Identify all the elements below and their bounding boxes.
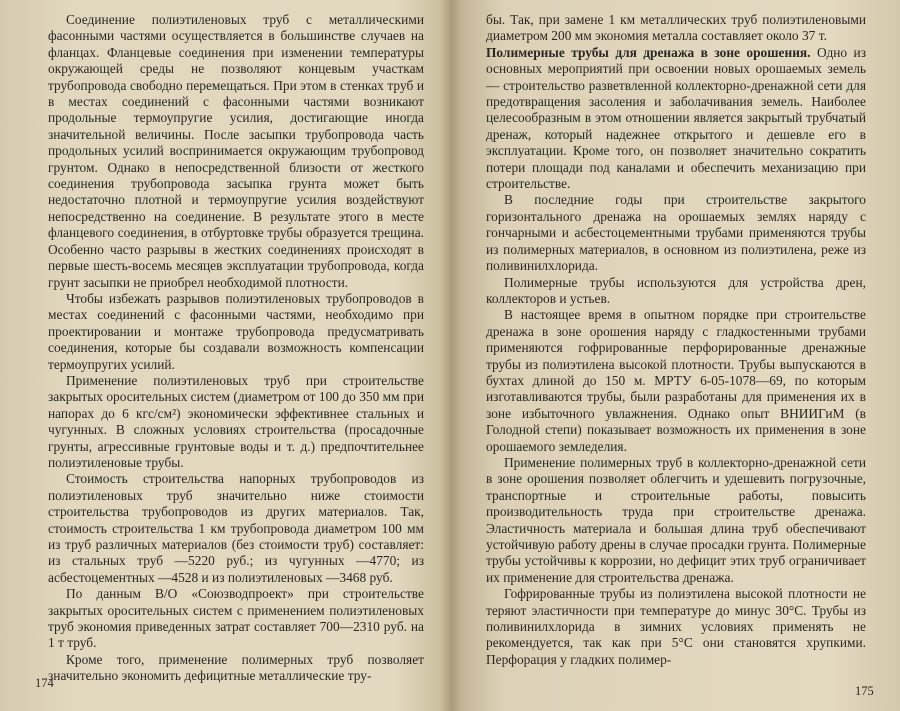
left-paragraph-4: Стоимость строительства напорных трубопроводов из полиэтиленовых труб значительно ниже стоимости строительства трубопроводов из других материалов. Так, стоимость строительства 1 км трубопровода диаметром 100 мм из труб различных материалов (без стоимости труб) составляет: из стальных труб —5220 руб.; из чугунных —4770; из асбестоцементных —4528 и из полиэтиленовых —3468 руб. xyxy=(48,471,424,585)
right-paragraph-2: Полимерные трубы используются для устройства дрен, коллекторов и устьев. xyxy=(486,274,866,306)
left-paragraph-5: По данным В/О «Союзводпроект» при строительстве закрытых оросительных систем с применением полиэтиленовых труб экономия приведенных затрат составляет 700—2310 руб. на 1 т труб. xyxy=(48,586,424,651)
book-gutter xyxy=(440,0,462,711)
left-page xyxy=(48,12,424,685)
left-paragraph-1: Соединение полиэтиленовых труб с металлическими фасонными частями осуществляется в большинстве случаев на фланцах. Фланцевые соединения при изменении температуры окружающей среды не позволяют концевым участкам трубопровода свободно перемещаться. При этом в стенках труб и в местах соединений с фасонными частями возникают продольные термоупругие усилия, достигающие иногда значительной величины. После засыпки трубопровода часть продольных усилий воспринимается окружающим трубопровод грунтом. Однако в непосредственной близости от жесткого соединения трубопровода засыпка грунта может быть недостаточно плотной и термоупругие усилия воздействуют непосредственно на соединение. В результате этого в месте фланцевого соединения, в отбуртовке трубы образуется трещина. Особенно часто разрывы в жестких соединениях происходят в первые шесть-восемь месяцев эксплуатации трубопровода, когда грунт засыпки не приобрел необходимой плотности. xyxy=(48,12,424,290)
right-paragraph-5: Гофрированные трубы из полиэтилена высокой плотности не теряют эластичности при температуре до минус 30°С. Трубы из поливинилхлорида в зимних условиях применять не рекомендуется, так как при 5°С они становятся хрупкими. Перфорация у гладких полимер- xyxy=(486,586,866,667)
right-paragraph-3: В настоящее время в опытном порядке при строительстве дренажа в зоне орошения наряду с гладкостенными трубами применяются гофрированные перфорированные дренажные трубы из полиэтилена высокой плотности. Трубы выпускаются в бухтах длиной до 150 м. МРТУ 6-05-1078—69, по которым изготавливаются трубы, были разработаны для применения их в зоне избыточного увлажнения. Однако опыт ВНИИГиМ (в Голодной степи) показывает возможность их применения в зоне орошаемого земледелия. xyxy=(486,307,866,454)
left-paragraph-2: Чтобы избежать разрывов полиэтиленовых трубопроводов в местах соединений с фасонными частями, необходимо при проектировании и монтаже трубопровода предусматривать соединения, которые бы создавали возможность компенсации термоупругих усилий. xyxy=(48,290,424,372)
right-paragraph-1: В последние годы при строительстве закрытого горизонтального дренажа на орошаемых землях наряду с гончарными и асбестоцементными трубами применяются трубы из полимерных материалов, в основном из полиэтилена, реже из поливинилхлорида. xyxy=(486,192,866,274)
right-continuation: бы. Так, при замене 1 км металлических труб полиэтиленовыми диаметром 200 мм экономия металла составляет около 37 т. xyxy=(486,12,866,44)
section-heading: Полимерные трубы для дренажа в зоне орошения. xyxy=(486,44,811,60)
right-page-number: 175 xyxy=(855,684,874,698)
left-page-number: 174 xyxy=(35,676,54,690)
left-paragraph-6: Кроме того, применение полимерных труб позволяет значительно экономить дефицитные металлические тру- xyxy=(48,651,424,684)
right-paragraph-4: Применение полимерных труб в коллекторно-дренажной сети в зоне орошения позволяет облегчить и удешевить погрузочные, транспортные и строительные работы, повысить производительность труда при строительстве дренажа. Эластичность материала и большая длина труб обеспечивают устойчивую работу дрены в случае просадки грунта. Полимерные трубы устойчивы к коррозии, но дефицит этих труб ограничивает их применение для строительства дренажа. xyxy=(486,454,866,585)
right-page xyxy=(486,12,866,668)
left-paragraph-3: Применение полиэтиленовых труб при строительстве закрытых оросительных систем (диаметром от 100 до 350 мм при напорах до 6 кгс/см²) экономически эффективнее стальных и чугунных. В сложных условиях строительства (просадочные грунты, агрессивные грунтовые воды и т. д.) предпочтительнее полиэтиленовые трубы. xyxy=(48,372,424,470)
section-lead-text: Одно из основных мероприятий при освоении новых орошаемых земель — строительство разветвленной коллекторно-дренажной сети для предотвращения засоления и заболачивания земель. Наиболее целесообразным в этом отношении является закрытый трубчатый дренаж, который надежнее открытого и дешевле его в эксплуатации. Кроме того, он позволяет значительно сократить потери площади под каналами и обеспечить механизацию при строительстве. xyxy=(486,44,867,192)
